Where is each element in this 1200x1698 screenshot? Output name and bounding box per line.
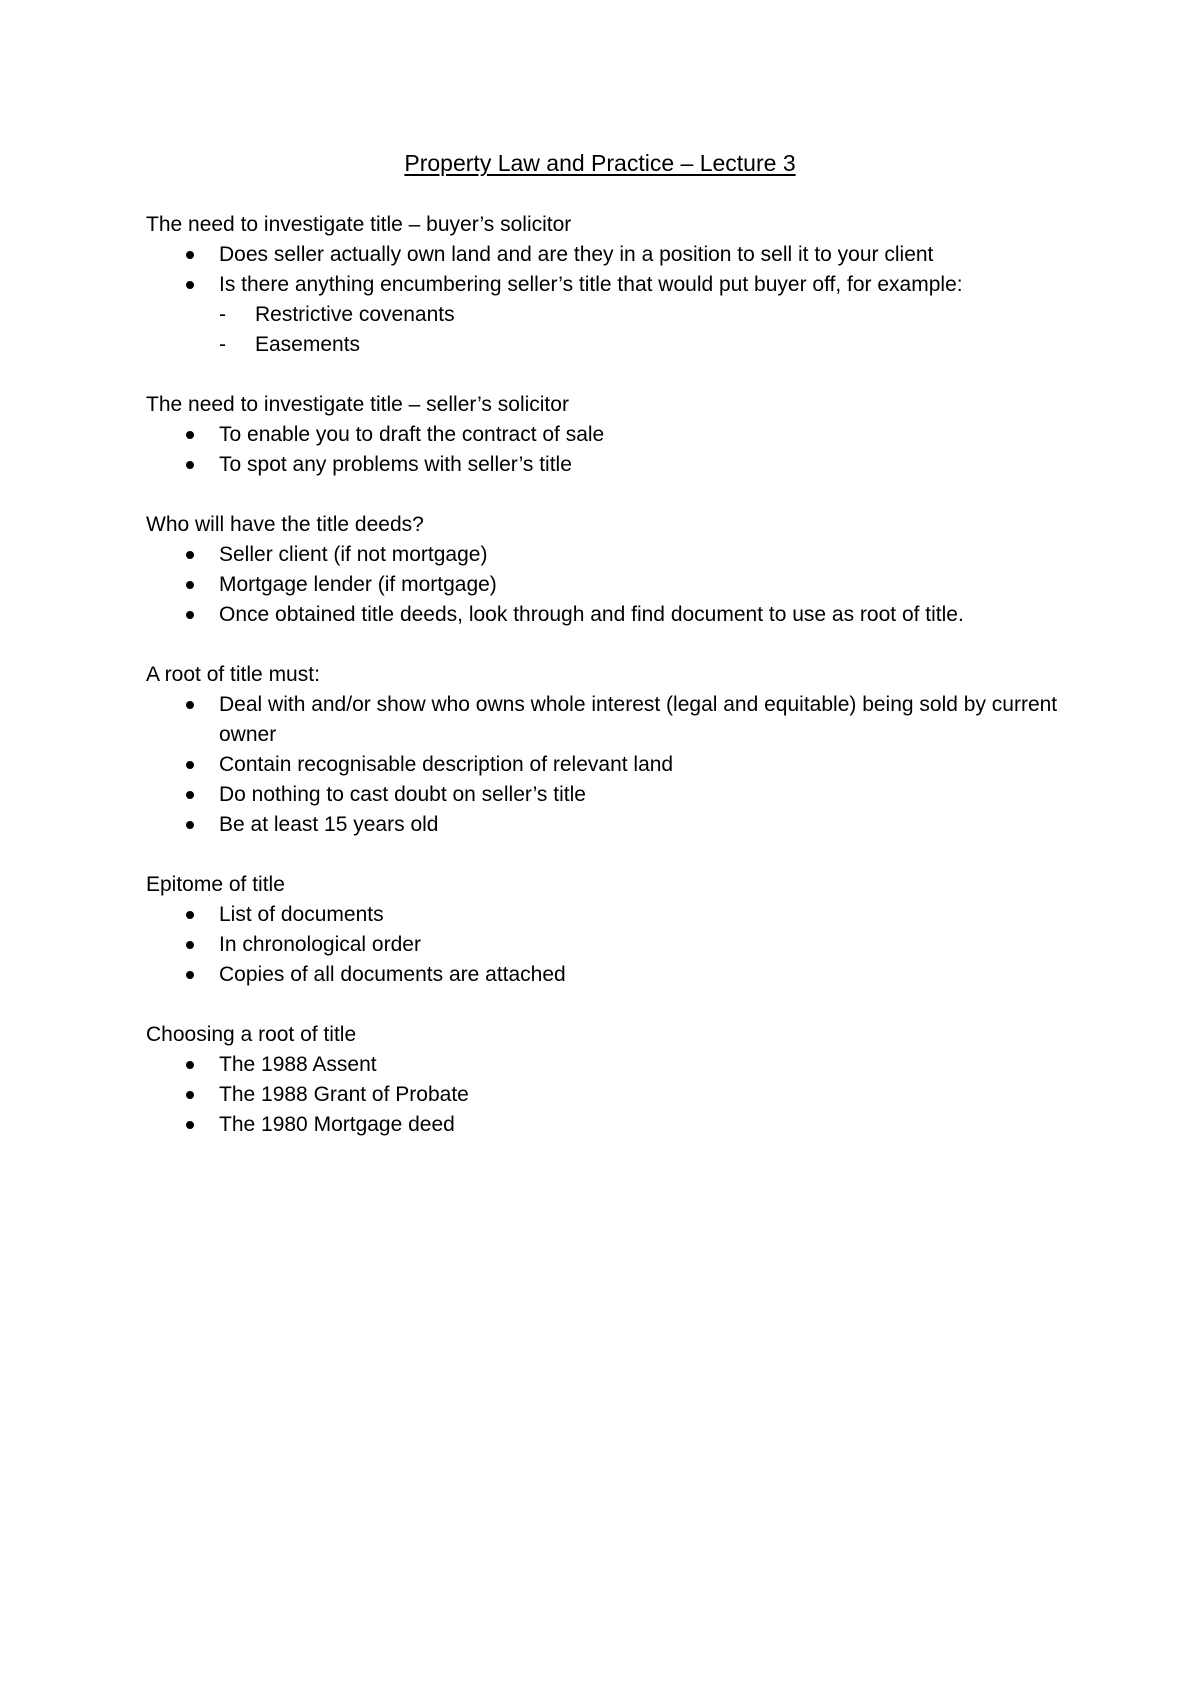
bullet-item [146,270,1076,360]
bullet-point-icon [186,611,194,619]
bullet-point-icon [186,791,194,799]
bullet-item [146,810,1076,840]
dash-item [219,330,1076,360]
dash-icon: - [219,303,226,326]
section-heading: The need to investigate title – seller’s solicitor [146,393,569,416]
section-heading: A root of title must: [146,663,320,686]
document-title: Property Law and Practice – Lecture 3 [404,150,796,176]
bullet-list [146,900,1076,990]
bullet-point-icon [186,251,194,259]
bullet-point-icon [186,461,194,469]
bullet-point-icon [186,431,194,439]
bullet-text: Be at least 15 years old [219,813,439,836]
dash-list [219,300,1076,360]
bullet-text: List of documents [219,903,384,926]
section-heading: Who will have the title deeds? [146,513,424,536]
bullet-text: In chronological order [219,933,421,956]
bullet-item [146,750,1076,780]
bullet-item [146,960,1076,990]
bullet-point-icon [186,551,194,559]
bullet-text: Copies of all documents are attached [219,963,566,986]
section-heading: Choosing a root of title [146,1023,357,1046]
bullet-text: Deal with and/or show who owns whole interest (legal and equitable) being sold by current owner [219,693,1058,746]
bullet-point-icon [186,281,194,289]
bullet-list [146,240,1076,360]
document-section [146,870,1076,990]
bullet-point-icon [186,971,194,979]
bullet-point-icon [186,701,194,709]
section-heading: The need to investigate title – buyer’s solicitor [146,213,572,236]
bullet-item [146,1050,1076,1080]
bullet-item [146,240,1076,270]
dash-text: Restrictive covenants [255,303,455,326]
document-section [146,510,1076,630]
bullet-list [146,420,1076,480]
document-section [146,1020,1076,1140]
section-heading: Epitome of title [146,873,285,896]
bullet-text: To spot any problems with seller’s title [219,453,572,476]
bullet-text: Mortgage lender (if mortgage) [219,573,497,596]
document-section [146,660,1076,840]
bullet-list [146,690,1076,840]
bullet-point-icon [186,821,194,829]
document-section [146,210,1076,360]
bullet-text: Once obtained title deeds, look through and find document to use as root of title. [219,603,964,626]
bullet-text: To enable you to draft the contract of sale [219,423,605,446]
document-body [146,210,1076,1170]
bullet-text: The 1988 Grant of Probate [219,1083,469,1106]
bullet-point-icon [186,911,194,919]
bullet-item [146,1080,1076,1110]
bullet-point-icon [186,581,194,589]
bullet-point-icon [186,1091,194,1099]
bullet-item [146,1110,1076,1140]
bullet-text: Do nothing to cast doubt on seller’s title [219,783,586,806]
bullet-text: Seller client (if not mortgage) [219,543,488,566]
bullet-point-icon [186,1121,194,1129]
bullet-text: Contain recognisable description of relevant land [219,753,674,776]
dash-icon: - [219,333,226,356]
bullet-item [146,450,1076,480]
bullet-item [146,570,1076,600]
bullet-point-icon [186,1061,194,1069]
bullet-item [146,540,1076,570]
bullet-item [146,930,1076,960]
bullet-item [146,600,1076,630]
bullet-item [146,690,1076,750]
bullet-point-icon [186,941,194,949]
bullet-text: The 1988 Assent [219,1053,377,1076]
bullet-point-icon [186,761,194,769]
bullet-list [146,540,1076,630]
document-section [146,390,1076,480]
bullet-item [146,900,1076,930]
dash-text: Easements [255,333,361,356]
dash-item [219,300,1076,330]
bullet-text: Does seller actually own land and are they in a position to sell it to your client [219,243,934,266]
bullet-item [146,420,1076,450]
bullet-list [146,1050,1076,1140]
bullet-text: The 1980 Mortgage deed [219,1113,455,1136]
bullet-text: Is there anything encumbering seller’s title that would put buyer off, for example: [219,273,963,296]
bullet-item [146,780,1076,810]
